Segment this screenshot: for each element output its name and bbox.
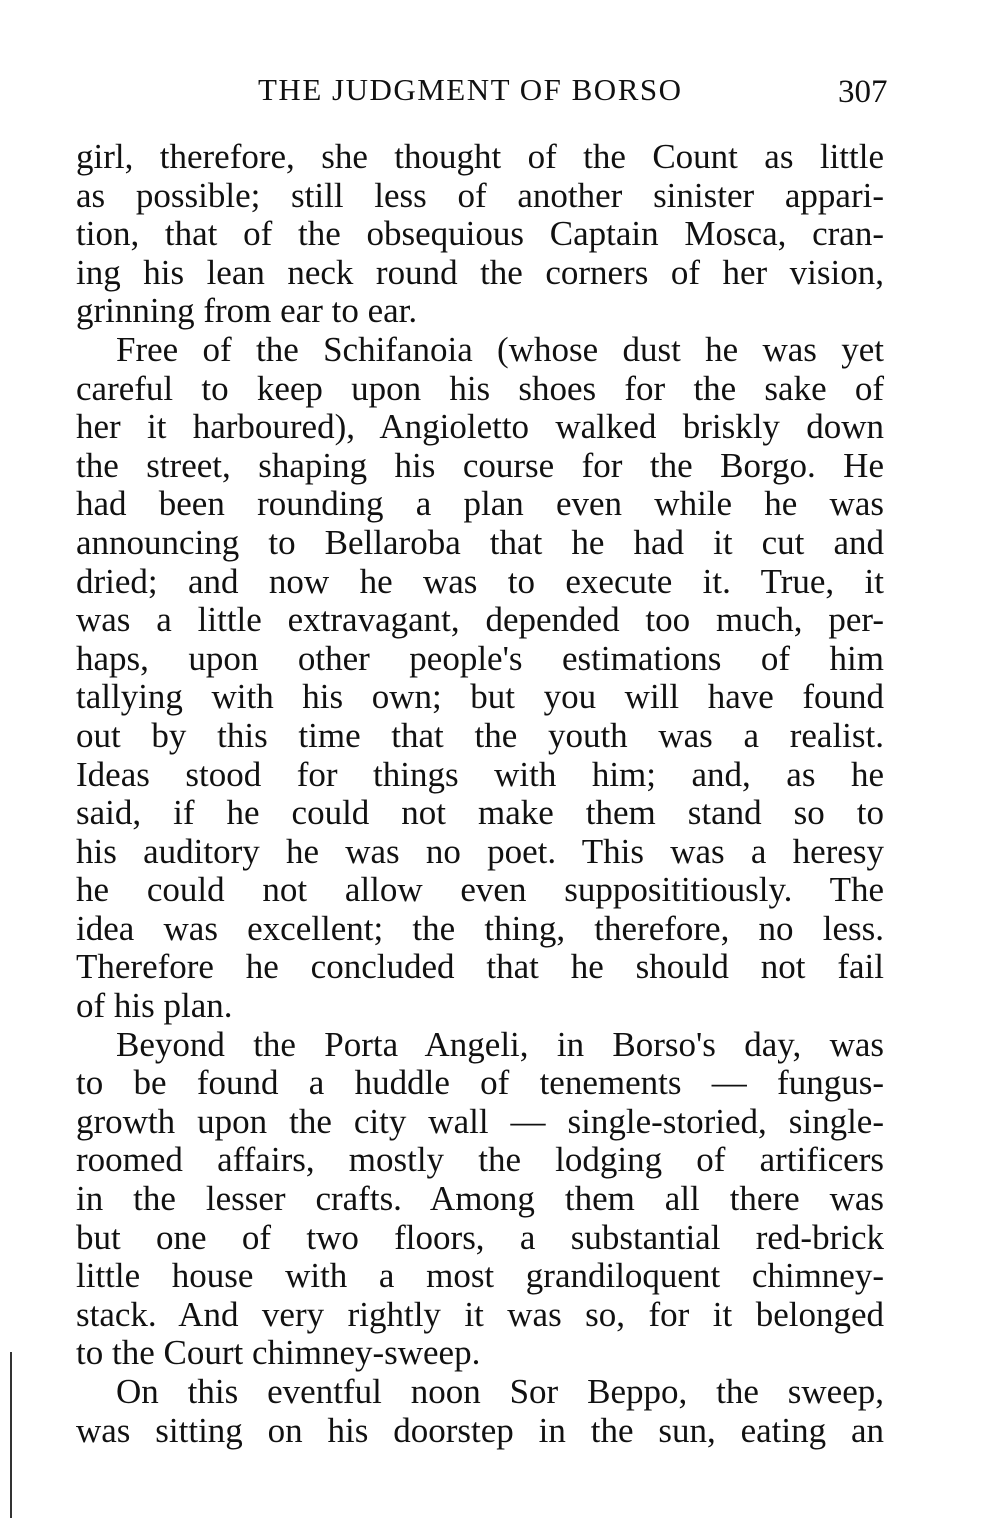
text-line: of his plan. bbox=[76, 986, 233, 1026]
text-line: careful to keep upon his shoes for the sake of bbox=[76, 368, 884, 408]
text-line: Ideas stood for things with him; and, as he bbox=[76, 754, 884, 794]
text-line: grinning from ear to ear. bbox=[76, 291, 418, 331]
text-line: dried; and now he was to execute it. True, it bbox=[76, 561, 884, 601]
text-line: On this eventful noon Sor Beppo, the sweep, bbox=[116, 1372, 884, 1411]
text-line: idea was excellent; the thing, therefore, no less. bbox=[76, 908, 884, 948]
text-line: roomed affairs, mostly the lodging of artificers bbox=[76, 1140, 884, 1180]
text-line: was a little extravagant, depended too much, per- bbox=[76, 600, 884, 640]
text-line: tallying with his own; but you will have found bbox=[76, 677, 884, 717]
text-line: announcing to Bellaroba that he had it cut and bbox=[76, 522, 884, 562]
text-line: Therefore he concluded that he should not fail bbox=[76, 947, 884, 987]
text-line: ing his lean neck round the corners of her vision, bbox=[76, 252, 884, 292]
text-line: he could not allow even supposititiously. The bbox=[76, 870, 884, 910]
margin-rule bbox=[10, 1352, 12, 1518]
text-line: her it harboured), Angioletto walked briskly down bbox=[76, 407, 884, 447]
text-line: as possible; still less of another sinister appari- bbox=[76, 175, 884, 215]
text-line: but one of two floors, a substantial red-brick bbox=[76, 1217, 884, 1257]
text-line: out by this time that the youth was a realist. bbox=[76, 715, 884, 755]
text-line: was sitting on his doorstep in the sun, eating an bbox=[76, 1410, 884, 1450]
page-number: 307 bbox=[838, 74, 888, 110]
text-line: to the Court chimney-sweep. bbox=[76, 1333, 481, 1373]
text-line: to be found a huddle of tenements — fungus- bbox=[76, 1063, 884, 1103]
text-line: his auditory he was no poet. This was a heresy bbox=[76, 831, 884, 871]
text-line: haps, upon other people's estimations of him bbox=[76, 638, 884, 678]
text-line: girl, therefore, she thought of the Count as little bbox=[76, 137, 884, 176]
body-text bbox=[76, 138, 884, 1450]
text-line: the street, shaping his course for the Borgo. He bbox=[76, 445, 884, 485]
running-head bbox=[0, 72, 1000, 112]
text-line: tion, that of the obsequious Captain Mosca, cran- bbox=[76, 214, 884, 254]
text-line: Free of the Schifanoia (whose dust he was yet bbox=[116, 329, 884, 369]
text-line: had been rounding a plan even while he was bbox=[76, 484, 884, 524]
text-line: Beyond the Porta Angeli, in Borso's day, was bbox=[116, 1024, 884, 1064]
text-line: growth upon the city wall — single-storied, single- bbox=[76, 1101, 884, 1141]
text-line: stack. And very rightly it was so, for it belonged bbox=[76, 1294, 884, 1334]
text-line: in the lesser crafts. Among them all there was bbox=[76, 1179, 884, 1219]
text-line: little house with a most grandiloquent chimney- bbox=[76, 1256, 884, 1296]
text-line: said, if he could not make them stand so to bbox=[76, 793, 884, 833]
running-title: THE JUDGMENT OF BORSO bbox=[258, 72, 683, 107]
